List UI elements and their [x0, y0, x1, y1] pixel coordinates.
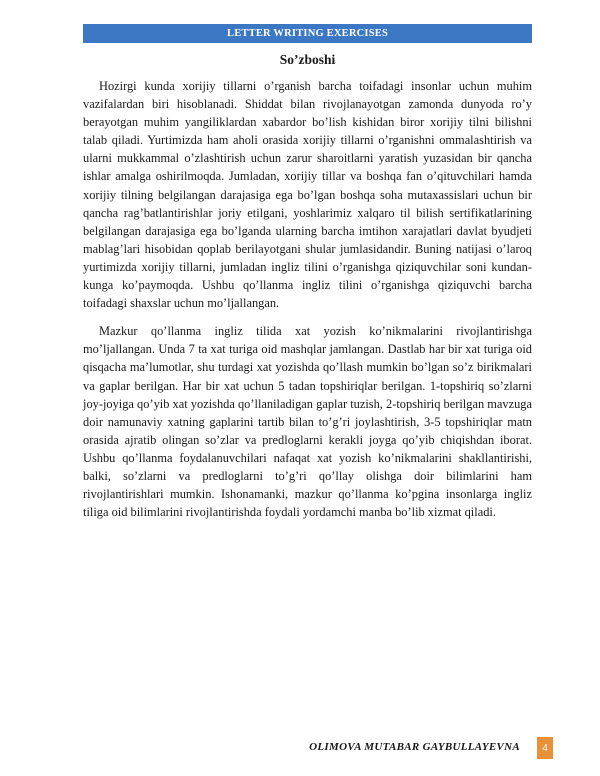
header-title: LETTER WRITING EXERCISES	[227, 28, 388, 39]
page-number-badge	[537, 737, 553, 759]
page-title: So’zboshi	[279, 52, 336, 67]
paragraph-2: Mazkur qo’llanma ingliz tilida xat yozish ko’nikmalarini rivojlantirishga mo’ljallangan. Unda 7 ta xat turiga oid mashqlar jamlangan. Dastlab har bir xat turiga oid qisqacha ma’lumotlar, shu turdagi xat yozishda qo’llash mumkin bo’lgan so’z birikmalari va gaplar berilgan. Har bir xat uchun 5 tadan topshiriqlar berilgan. 1-topshiriq so’zlarni joy-joyiga qo’yib xat yozishda qo’llaniladigan gaplar tuzish, 2-topshiriq berilgan mavzuga doir namunaviy xatning gaplarini tartib bilan to’g’ri joylashtirish, 3-5 topshiriqlar matn orasida ajratib olingan so’zlar va predloglarni kerakli joyga qo’yib chiqishdan iborat. Ushbu qo’llanma foydalanuvchilari nafaqat xat yozish ko’nikmalarini shakllantirishi, balki, so’zlarni va predloglarni to’g’ri qo’llay olishga doir bilimlarini ham rivojlantirishlari mumkin. Ishonamanki, mazkur qo’llanma ko’pgina insonlarga ingliz tiliga oid bilimlarini rivojlantirishda foydali yordamchi manba bo’lib xizmat qiladi.	[83, 324, 532, 520]
header-bar	[83, 24, 532, 43]
paragraph-1: Hozirgi kunda xorijiy tillarni o’rganish barcha toifadagi insonlar uchun muhim vazifalardan biri hisoblanadi. Shiddat bilan rivojlanayotgan zamonda dunyoda ro’y berayotgan muhim yangiliklardan xabardor bo’lish kishidan biror xorijiy tilni bilishni talab qiladi. Yurtimizda ham aholi orasida xorijiy tillarni o’rganishni ommalashtirish va ularni mukkammal o’zlashtirish uchun zarur sharoitlarni yaratish yuzasidan bir qancha ishlar amalga oshirilmoqda. Jumladan, xorijiy tillar va boshqa fan o’qituvchilari hamda xorijiy tilning belgilangan darajasiga ega bo’lgan boshqa soha mutaxassislari uchun bir qancha rag’batlantirishlar joriy etilgani, yoshlarimiz xalqaro til bilish sertifikatlarining belgilangan darajasiga ega bo’lganda ularning barcha imtihon xarajatlari davlat byudjeti mablag’lari hisobidan qoplab berilayotgani shular jumlasidandir. Buning natijasi o’laroq yurtimizda xorijiy tillarni, jumladan ingliz tilini o’rganishga qiziquvchilar soni kundan-kunga ko’paymoqda. Ushbu qo’llanma ingliz tilini o’rganishga qiziquvchi barcha toifadagi shaxslar uchun mo’ljallangan.	[83, 79, 532, 311]
page-number: 4	[542, 742, 548, 754]
body-text	[83, 77, 532, 531]
footer-author: OLIMOVA MUTABAR GAYBULLAYEVNA	[309, 741, 520, 753]
